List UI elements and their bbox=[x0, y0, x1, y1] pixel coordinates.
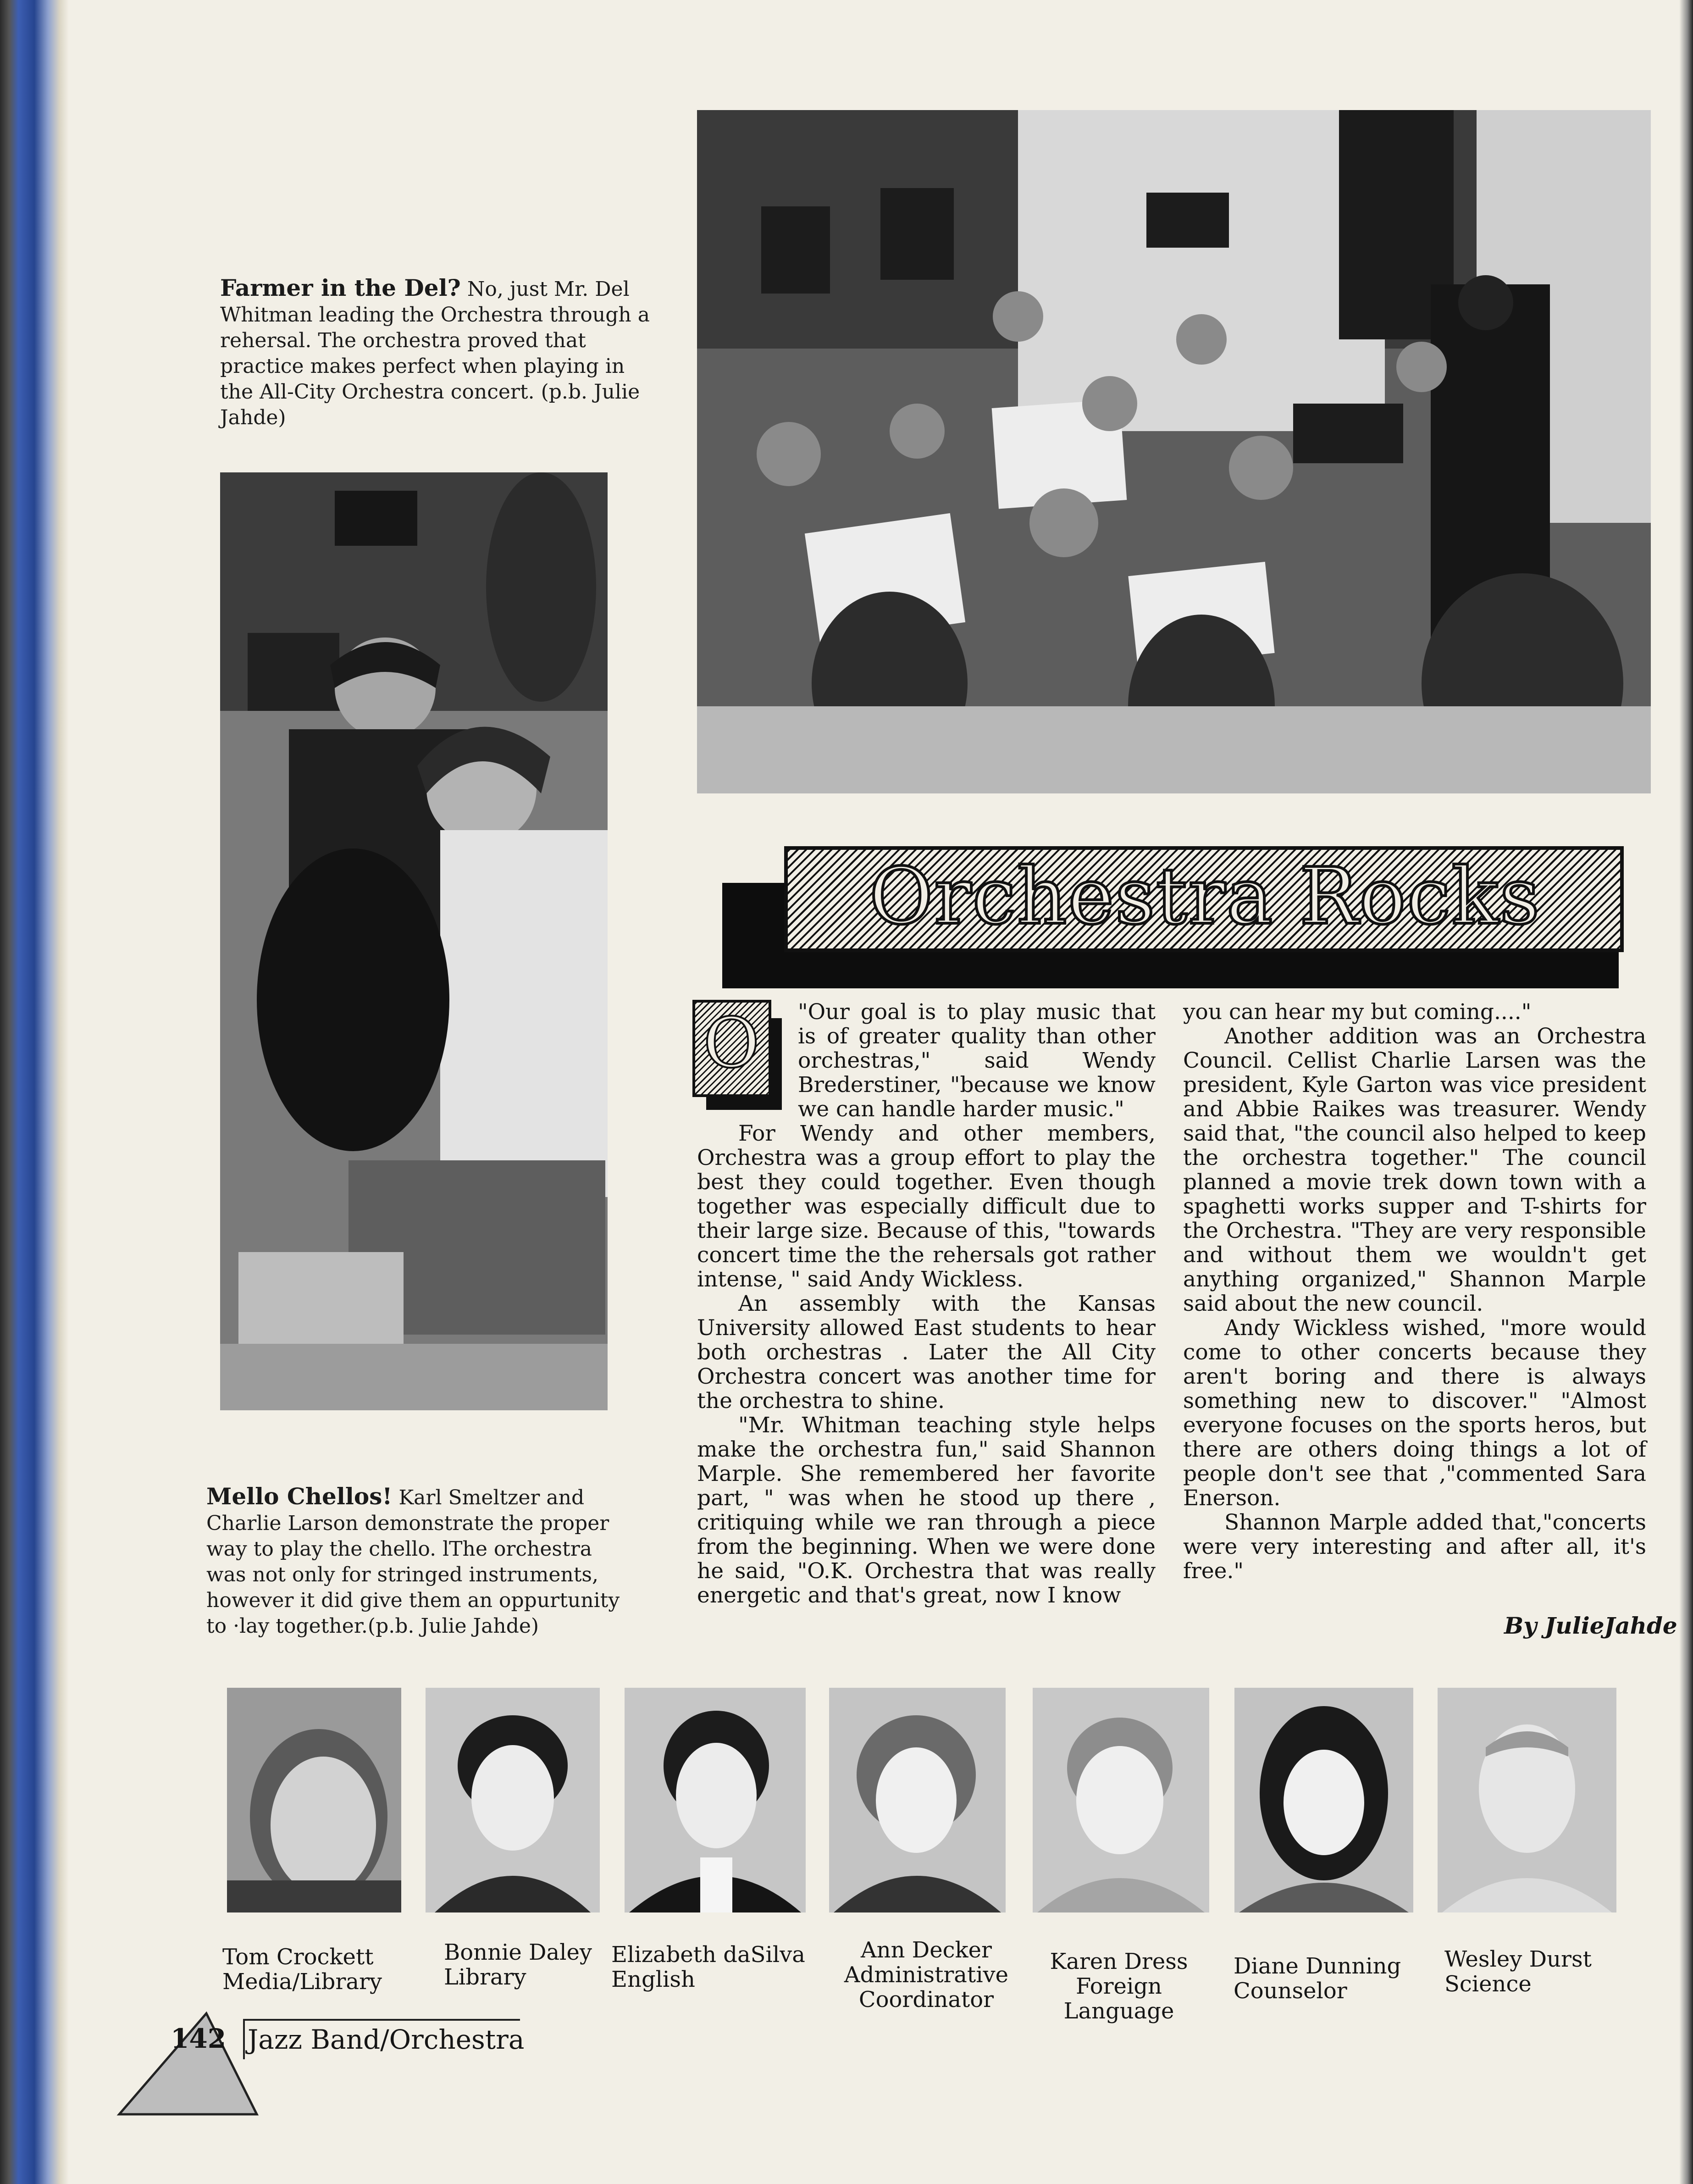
staff-role: Library bbox=[444, 1964, 526, 1990]
staff-label-7 bbox=[1444, 1947, 1592, 1996]
staff-name: Tom Crockett bbox=[222, 1944, 374, 1970]
portrait-wesley-durst bbox=[1438, 1688, 1616, 1912]
article-paragraph: An assembly with the Kansas University allowed East students to hear both orchestras . Later the All City Orchestra concert was another time for the orchestra to shine. bbox=[697, 1291, 1156, 1414]
staff-role: Administrative Coordinator bbox=[844, 1962, 1009, 2012]
staff-label-3 bbox=[611, 1942, 805, 1992]
staff-name: Ann Decker bbox=[861, 1937, 992, 1963]
orchestra-rehearsal-photo bbox=[697, 110, 1651, 793]
staff-name: Diane Dunning bbox=[1234, 1953, 1401, 1979]
staff-label-2 bbox=[444, 1940, 592, 1990]
portrait-karen-dress bbox=[1033, 1688, 1209, 1912]
caption-lead: Farmer in the Del? bbox=[220, 274, 461, 301]
staff-name: Elizabeth daSilva bbox=[611, 1942, 805, 1968]
portrait-bonnie-daley bbox=[426, 1688, 600, 1912]
caption-lead: Mello Chellos! bbox=[206, 1483, 393, 1510]
article-paragraph: you can hear my but coming...." bbox=[1183, 999, 1532, 1025]
staff-name: Wesley Durst bbox=[1444, 1946, 1592, 1972]
article-column-1 bbox=[697, 1000, 1156, 1608]
binding-edge bbox=[0, 0, 69, 2184]
staff-label-6 bbox=[1234, 1954, 1401, 2003]
portrait-tom-crockett bbox=[227, 1688, 401, 1912]
staff-role: Media/Library bbox=[222, 1969, 382, 1995]
staff-role: Science bbox=[1444, 1971, 1532, 1997]
staff-label-1 bbox=[222, 1945, 382, 1994]
article-paragraph: For Wendy and other members, Orchestra was a group effort to play the best they could together. Even though together was especially difficult due to their large size. Because of this, "towards concert time the the rehersals got rather intense, " said Andy Wickless. bbox=[697, 1121, 1156, 1292]
page-number: 142 bbox=[171, 2023, 227, 2054]
staff-label-5 bbox=[1018, 1949, 1220, 2023]
staff-role: Foreign Language bbox=[1063, 1973, 1174, 2024]
caption-farmer bbox=[220, 275, 660, 431]
article-paragraph: Shannon Marple added that,"concerts were very interesting and after all, it's free." bbox=[1183, 1510, 1646, 1584]
staff-name: Bonnie Daley bbox=[444, 1940, 592, 1965]
portrait-elizabeth-dasilva bbox=[625, 1688, 806, 1912]
caption-body: No, just Mr. Del Whitman leading the Orchestra through a rehersal. The orchestra proved that practice makes perfect when playing in the All-City Orchestra concert. (p.b. Julie Jahde) bbox=[220, 277, 650, 429]
portrait-ann-decker bbox=[829, 1688, 1006, 1912]
drop-cap-letter: O bbox=[703, 1003, 760, 1083]
staff-label-4 bbox=[839, 1938, 1013, 2012]
section-title: Jazz Band/Orchestra bbox=[248, 2024, 525, 2055]
cello-students-photo bbox=[220, 472, 608, 1410]
article-paragraph: "Our goal is to play music that is of greater quality than other orchestras," said Wendy Brederstiner, "because we know we can handle harder music." bbox=[798, 999, 1156, 1122]
byline: By JulieJahde bbox=[1504, 1612, 1677, 1639]
page-edge bbox=[1679, 0, 1693, 2184]
portrait-diane-dunning bbox=[1234, 1688, 1413, 1912]
staff-role: Counselor bbox=[1234, 1978, 1347, 2004]
article-paragraph: Andy Wickless wished, "more would come to other concerts because they aren't boring and there is always something new to discover." "Almost everyone focuses on the sports heros, but there are others doing things a lot of people don't see that ,"commented Sara Enerson. bbox=[1183, 1315, 1646, 1511]
page-title: Orchestra Rocks bbox=[869, 851, 1541, 942]
caption-body: Karl Smeltzer and Charlie Larson demonstrate the proper way to play the chello. lThe orchestra was not only for stringed instruments, however it did give them an oppurtunity to ·lay together.(p.b. Julie Jahde) bbox=[206, 1486, 620, 1638]
staff-name: Karen Dress bbox=[1050, 1949, 1188, 1974]
caption-mello bbox=[206, 1484, 637, 1639]
article-column-2 bbox=[1183, 1000, 1646, 1583]
staff-role: English bbox=[611, 1967, 695, 1992]
article-paragraph: Another addition was an Orchestra Council. Cellist Charlie Larsen was the president, Kyle Garton was vice president and Abbie Raikes was treasurer. Wendy said that, "the council also helped to keep the orchestra together." The council planned a movie trek down town with a spaghetti works supper and T-shirts for the Orchestra. "They are very responsible and without them we wouldn't get anything organized," Shannon Marple said about the new council. bbox=[1183, 1024, 1646, 1316]
article-paragraph: "Mr. Whitman teaching style helps make the orchestra fun," said Shannon Marple. She remembered her favorite part, " was when he stood up there , critiquing while we ran through a piece from the beginning. When we were done he said, "O.K. Orchestra that was really energetic and that's great, now I know bbox=[697, 1413, 1156, 1608]
